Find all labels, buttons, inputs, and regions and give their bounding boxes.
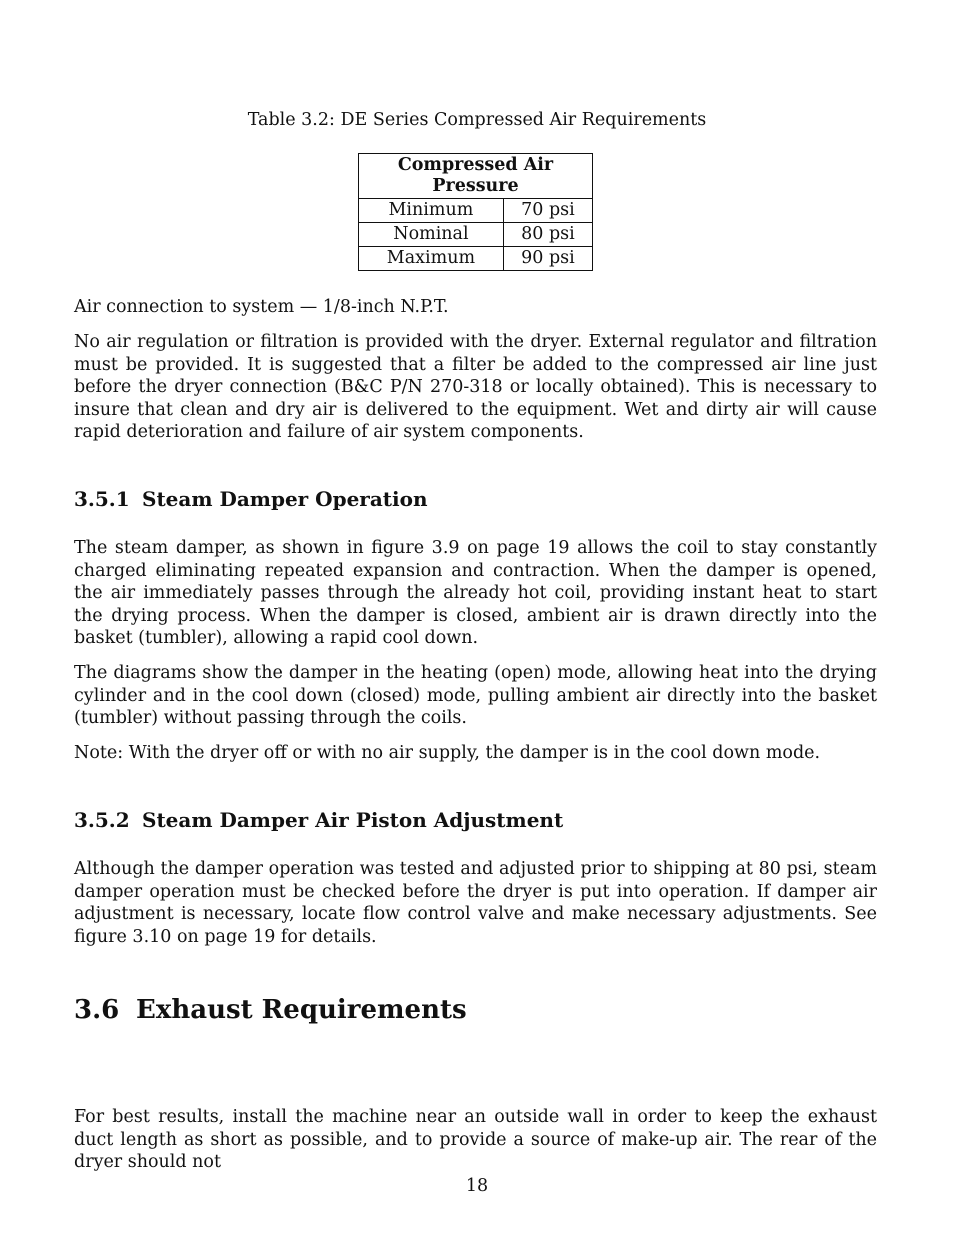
section-heading-3-5-2 — [74, 807, 563, 833]
section-title: Steam Damper Operation — [142, 487, 428, 511]
row-label: Nominal — [359, 223, 504, 247]
table-row — [359, 199, 593, 223]
page-number: 18 — [465, 1176, 489, 1196]
row-label: Minimum — [359, 199, 504, 223]
section-heading-3-5-1 — [74, 486, 428, 512]
row-value: 70 psi — [503, 199, 592, 223]
row-value: 90 psi — [503, 247, 592, 271]
no-regulation-paragraph: No air regulation or filtration is provided with the dryer. External regulator and filtration must be provided. It is suggested that a filter be added to the compressed air line just before the dryer connection (B&C P/N 270-318 or locally obtained). This is necessary to insure that clean and dry air is delivered to the equipment. Wet and dirty air will cause rapid deterioration and failure of air system components. — [74, 332, 877, 443]
section-number: 3.5.2 — [74, 808, 130, 832]
diagrams-paragraph: The diagrams show the damper in the heating (open) mode, allowing heat into the drying cylinder and in the cool down (closed) mode, pulling ambient air directly into the basket (tumbler) without passing through the coils. — [74, 663, 877, 729]
note-paragraph: Note: With the dryer off or with no air supply, the damper is in the cool down mode. — [74, 743, 821, 763]
row-label: Maximum — [359, 247, 504, 271]
table-row — [359, 247, 593, 271]
row-value: 80 psi — [503, 223, 592, 247]
exhaust-paragraph: For best results, install the machine near an outside wall in order to keep the exhaust duct length as short as possible, and to provide a source of make-up air. The rear of the dryer should not — [74, 1107, 877, 1173]
piston-paragraph: Although the damper operation was tested and adjusted prior to shipping at 80 psi, steam damper operation must be checked before the dryer is put into operation. If damper air adjustment is necessary, locate flow control valve and make necessary adjustments. See figure 3.10 on page 19 for details. — [74, 859, 877, 947]
section-heading-3-6 — [74, 994, 467, 1026]
table-header-row — [359, 154, 593, 199]
air-connection-paragraph: Air connection to system — 1/8-inch N.P.T. — [74, 297, 449, 317]
table-row — [359, 223, 593, 247]
section-number: 3.5.1 — [74, 487, 130, 511]
damper-intro-paragraph: The steam damper, as shown in figure 3.9 on page 19 allows the coil to stay constantly charged eliminating repeated expansion and contraction. When the damper is opened, the air immediately passes through the already hot coil, providing instant heat to start the drying process. When the damper is closed, ambient air is drawn directly into the basket (tumbler), allowing a rapid cool down. — [74, 538, 877, 649]
table-caption: Table 3.2: DE Series Compressed Air Requirements — [247, 110, 707, 130]
section-number: 3.6 — [74, 995, 120, 1025]
table-header: Compressed Air Pressure — [359, 154, 593, 199]
section-title: Steam Damper Air Piston Adjustment — [142, 808, 564, 832]
section-title: Exhaust Requirements — [136, 995, 467, 1025]
compressed-air-table — [358, 153, 593, 271]
